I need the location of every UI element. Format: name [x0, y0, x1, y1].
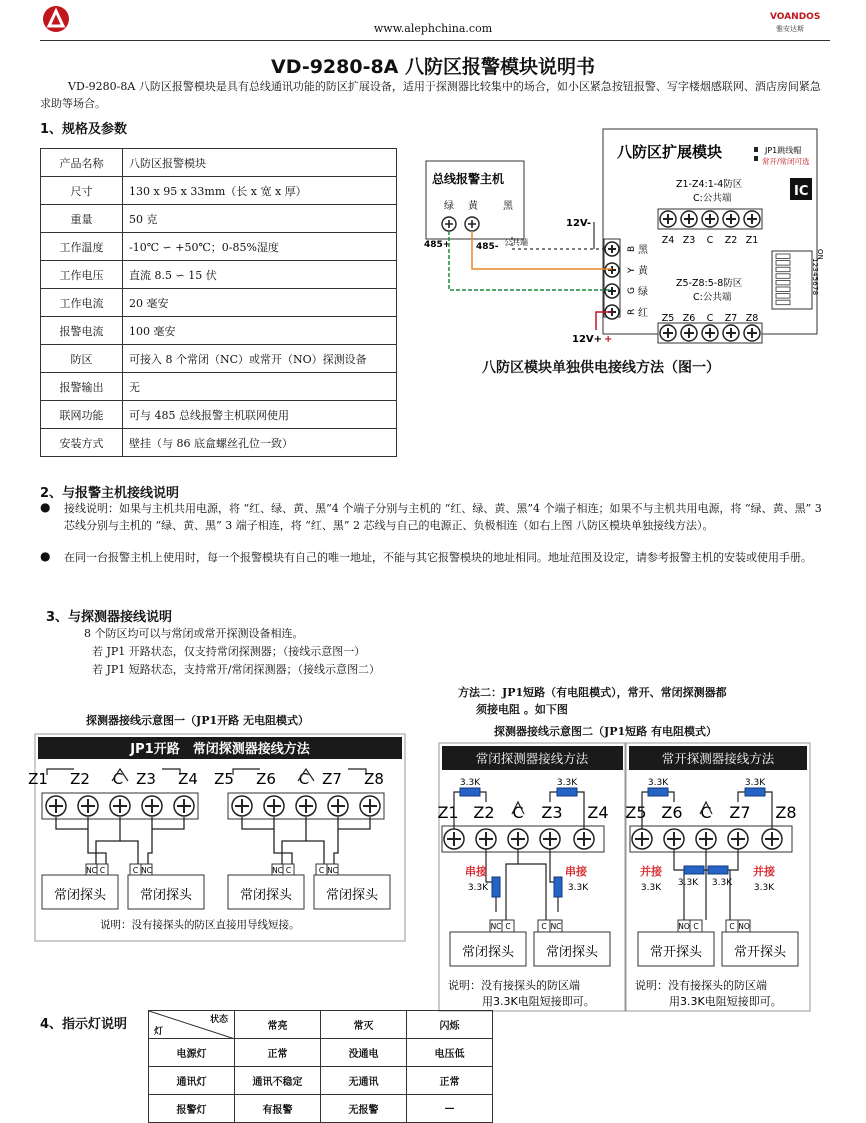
table-row: [41, 205, 397, 233]
diagram-1-banner-text: JP1开路 常闭探测器接线方法: [130, 742, 310, 757]
host-label-black: 黑: [503, 201, 513, 212]
resistor: [684, 866, 704, 874]
spec-value: 壁挂（与 86 底盒螺丝孔位一致）: [123, 429, 397, 457]
table-corner: [149, 1011, 235, 1039]
figure-1-caption: 八防区模块单独供电接线方法（图一）: [482, 360, 720, 376]
rs485-minus: 485-: [476, 242, 499, 252]
diagram-1-caption: 探测器接线示意图一（JP1开路 无电阻模式）: [86, 714, 309, 727]
zone-label: Z7: [322, 770, 342, 788]
resistor-value: 3.3K: [677, 878, 699, 888]
table-row: [41, 429, 397, 457]
jp1-pin-icon: [754, 147, 758, 152]
corner-status-label: 状态: [209, 1015, 228, 1025]
spec-value: 无: [123, 373, 397, 401]
bullet-2-text: 在同一台报警主机上使用时，每一个报警模块有自己的唯一地址，不能与其它报警模块的地址相同。地址范围及设定，请参考报警主机的安装或使用手册。: [64, 551, 812, 564]
header-divider: [40, 40, 830, 41]
detector-terminal-label: NC: [141, 866, 152, 875]
detector-terminal-label: NC: [490, 922, 502, 931]
detector-label: 常闭探头: [53, 888, 107, 903]
resistor-value: 3.3K: [567, 883, 589, 893]
spec-key: 防区: [41, 345, 123, 373]
svg-text:+: +: [604, 334, 613, 345]
detector-label: 常开探头: [733, 945, 787, 960]
detector-diagram-1: [28, 733, 406, 943]
spec-value: -10℃ ∽ +50℃；0-85%湿度: [123, 233, 397, 261]
pin-color-label: 红: [638, 308, 648, 319]
resistor: [460, 788, 480, 796]
parallel-label: 并接: [753, 865, 775, 878]
spec-key: 联网功能: [41, 401, 123, 429]
common-label: C:公共端: [693, 193, 732, 204]
corner-light-label: 灯: [154, 1027, 164, 1037]
detector-terminal-label: C: [318, 866, 325, 875]
zone-label: Z3: [541, 803, 563, 822]
pin-label: G: [627, 287, 637, 294]
section-3-heading: 3、与探测器接线说明: [46, 610, 173, 625]
zone-label: Z8: [775, 803, 797, 822]
section-2-heading: 2、与报警主机接线说明: [40, 486, 180, 501]
led-state: 电压低: [407, 1039, 493, 1067]
zone-label: C: [700, 803, 712, 822]
led-state: 无报警: [321, 1095, 407, 1123]
dip-key: [776, 287, 790, 292]
detector-terminal-label: C: [132, 866, 139, 875]
table-row: [41, 149, 397, 177]
table-row: [41, 345, 397, 373]
nc-banner-text: 常闭探测器接线方法: [475, 751, 589, 766]
no-banner-text: 常开探测器接线方法: [661, 751, 775, 766]
spec-value: 直流 8.5 ∽ 15 伏: [123, 261, 397, 289]
spec-key: 工作电流: [41, 289, 123, 317]
table-row: [149, 1039, 493, 1067]
detector-terminal-label: C: [285, 866, 292, 875]
led-state: 没通电: [321, 1039, 407, 1067]
spec-key: 工作电压: [41, 261, 123, 289]
spec-value: 八防区报警模块: [123, 149, 397, 177]
detector-label: 常闭探头: [239, 888, 293, 903]
dip-key: [776, 274, 790, 279]
detector-label: 常闭探头: [139, 888, 193, 903]
spec-value: 20 毫安: [123, 289, 397, 317]
detector-terminal-label: C: [505, 922, 511, 931]
terminal-label: Z2: [724, 235, 738, 246]
nc-note-2: 用3.3K电阻短接即可。: [482, 995, 595, 1008]
detector-diagram-2: [438, 742, 812, 1012]
terminal-label: Z1: [745, 235, 759, 246]
terminal-label: Z5: [661, 313, 675, 324]
section-4-heading: 4、指示灯说明: [40, 1017, 128, 1032]
dip-key: [776, 267, 790, 272]
led-state: 有报警: [235, 1095, 321, 1123]
brand-sub: 雅安达斯: [776, 25, 804, 33]
pin-label: B: [627, 245, 637, 252]
page-title: VD-9280-8A 八防区报警模块说明书: [270, 56, 596, 78]
table-row: [41, 177, 397, 205]
dip-key: [776, 261, 790, 266]
common-end-label: 公共端: [504, 238, 528, 247]
detector-terminal-label: C: [729, 922, 735, 931]
jp1-note: 常开/常闭可选: [762, 157, 810, 166]
pin-color-label: 黄: [638, 266, 648, 277]
zone-label: Z4: [178, 770, 198, 788]
pin-label: R: [627, 308, 637, 315]
detector-terminal-label: C: [99, 866, 106, 875]
nc-note-1: 说明：没有接探头的防区端: [448, 979, 580, 992]
diagram-2-caption: 探测器接线示意图二（JP1短路 有电阻模式）: [494, 725, 717, 738]
diagram-1-note: 说明：没有接探头的防区直接用导线短接。: [100, 919, 300, 931]
led-state: —: [407, 1095, 493, 1123]
table-row: [41, 317, 397, 345]
ic-label: IC: [794, 184, 809, 199]
zone-label: Z8: [364, 770, 384, 788]
zone-label: Z6: [661, 803, 683, 822]
zone-label: C: [112, 770, 124, 788]
spec-value: 50 克: [123, 205, 397, 233]
pin-color-label: 绿: [638, 287, 648, 298]
resistor: [648, 788, 668, 796]
table-row: [41, 373, 397, 401]
zone-5-8-label: Z5-Z8:5-8防区: [676, 278, 743, 289]
wire-green: [449, 231, 612, 290]
spec-key: 重量: [41, 205, 123, 233]
resistor-value: 3.3K: [753, 883, 775, 893]
dip-key: [776, 280, 790, 285]
spec-key: 工作温度: [41, 233, 123, 261]
brand-name: VOANDOS: [770, 12, 821, 22]
jp1-pin-icon: [754, 156, 758, 161]
zone-label: Z5: [214, 770, 234, 788]
led-state: 通讯不稳定: [235, 1067, 321, 1095]
resistor: [492, 877, 500, 897]
dip-key: [776, 254, 790, 259]
zone-label: Z2: [70, 770, 90, 788]
led-name: 电源灯: [149, 1039, 235, 1067]
detector-terminal-label: NC: [272, 866, 283, 875]
rs485-plus: 485+: [424, 240, 451, 250]
led-name: 报警灯: [149, 1095, 235, 1123]
spec-key: 报警输出: [41, 373, 123, 401]
method-2-line-2: 须接电阻 。如下图: [476, 703, 568, 716]
zone-label: C: [298, 770, 310, 788]
resistor: [708, 866, 728, 874]
zone-label: Z4: [587, 803, 609, 822]
bullet-2: ● 在同一台报警主机上使用时，每一个报警模块有自己的唯一地址，不能与其它报警模块的地址相同。地址范围及设定，请参考报警主机的安装或使用手册。: [40, 549, 812, 564]
section-1-heading: 1、规格及参数: [40, 122, 128, 137]
spec-key: 尺寸: [41, 177, 123, 205]
zone-label: Z1: [28, 770, 48, 788]
zone-label: Z2: [473, 803, 495, 822]
no-note-2: 用3.3K电阻短接即可。: [669, 995, 782, 1008]
spec-key: 产品名称: [41, 149, 123, 177]
parallel-label: 并接: [640, 865, 662, 878]
zone-label: Z6: [256, 770, 276, 788]
series-label: 串接: [565, 865, 587, 878]
detector-label: 常闭探头: [325, 888, 379, 903]
table-row: [41, 233, 397, 261]
zone-label: Z7: [729, 803, 751, 822]
detector-terminal-label: NO: [678, 922, 690, 931]
resistor-value: 3.3K: [459, 778, 481, 788]
column-header: 闪烁: [407, 1011, 493, 1039]
spec-key: 报警电流: [41, 317, 123, 345]
terminal-label: C: [706, 313, 714, 324]
bullet-1: ● 接线说明：如果与主机共用电源，将 “红、绿、黄、黑”4 个端子分别与主机的 “红、绿、黄、黑”4 个端子相连；如果不与主机共用电源，将 “绿、黄、黑” 3 芯线分别与主机的 “绿、黄、黑” 3 端子相连，将 “红、黑” 2 芯线与自己的电源正、负极相连（如右上图 八防区模块单独接线方法）。: [40, 500, 822, 532]
host-label-green: 绿: [444, 201, 454, 212]
terminal-label: C: [706, 235, 714, 246]
terminal-label: Z3: [682, 235, 696, 246]
led-name: 通讯灯: [149, 1067, 235, 1095]
sec3-line-2: 若 JP1 开路状态，仅支持常闭探测器；（接线示意图一）: [92, 645, 366, 658]
detector-terminal-label: NO: [738, 922, 750, 931]
dip-numbers: 12345678: [811, 258, 819, 296]
common-label-2: C:公共端: [693, 292, 732, 303]
host-label-yellow: 黄: [468, 201, 478, 212]
table-row: [149, 1095, 493, 1123]
detector-terminal-label: C: [541, 922, 547, 931]
detector-terminal-label: NC: [550, 922, 562, 931]
dip-key: [776, 294, 790, 299]
pin-label: Y: [627, 267, 637, 273]
series-label: 串接: [465, 865, 487, 878]
resistor-value: 3.3K: [711, 878, 733, 888]
zone-label: Z3: [136, 770, 156, 788]
wiring-figure-1: [420, 125, 830, 345]
terminal-label: Z7: [724, 313, 738, 324]
jp1-label: JP1跳线帽: [765, 146, 802, 155]
sec3-line-3: 若 JP1 短路状态，支持常开/常闭探测器；（接线示意图二）: [92, 663, 381, 676]
terminal-label: Z4: [661, 235, 675, 246]
dip-key: [776, 300, 790, 305]
table-row: [149, 1067, 493, 1095]
column-header: 常灭: [321, 1011, 407, 1039]
table-row: [41, 289, 397, 317]
dip-on-label: ON: [816, 249, 824, 260]
host-title: 总线报警主机: [432, 172, 505, 186]
v12-plus: 12V+: [572, 334, 603, 345]
resistor-value: 3.3K: [744, 778, 766, 788]
bullet-1-text: 接线说明：如果与主机共用电源，将 “红、绿、黄、黑”4 个端子分别与主机的 “红、绿、黄、黑”4 个端子相连；如果不与主机共用电源，将 “绿、黄、黑” 3 芯线分别与主机的 “绿、黄、黑” 3 端子相连，将 “红、黑” 2 芯线与自己的电源正、负极相连（如右上图 八防区模块单独接线方法）。: [64, 502, 822, 532]
pin-color-label: 黑: [638, 245, 648, 256]
column-header: 常亮: [235, 1011, 321, 1039]
led-state: 无通讯: [321, 1067, 407, 1095]
intro-paragraph: VD-9280-8A 八防区报警模块是具有总线通讯功能的防区扩展设备，适用于探测器比较集中的场合，如小区紧急按钮报警、写字楼烟感联网、酒店房间紧急求助等场合。: [40, 80, 821, 110]
sec3-line-1: 8 个防区均可以与常闭或常开探测设备相连。: [84, 627, 304, 640]
led-table: [148, 1010, 493, 1123]
terminal-label: Z8: [745, 313, 759, 324]
zone-label: C: [512, 803, 524, 822]
zone-label: Z1: [437, 803, 459, 822]
detector-label: 常闭探头: [461, 945, 515, 960]
resistor: [554, 877, 562, 897]
spec-value: 130 x 95 x 33mm（长 x 宽 x 厚）: [123, 177, 397, 205]
resistor-value: 3.3K: [556, 778, 578, 788]
resistor-value: 3.3K: [647, 778, 669, 788]
detector-terminal-label: C: [693, 922, 699, 931]
detector-label: 常闭探头: [545, 945, 599, 960]
spec-value: 可接入 8 个常闭（NC）或常开（NO）探测设备: [123, 345, 397, 373]
resistor-value: 3.3K: [640, 883, 662, 893]
resistor: [745, 788, 765, 796]
spec-table: [40, 148, 397, 457]
module-title: 八防区扩展模块: [617, 143, 723, 161]
detector-label: 常开探头: [649, 945, 703, 960]
led-state: 正常: [235, 1039, 321, 1067]
table-header-row: [149, 1011, 493, 1039]
resistor-value: 3.3K: [467, 883, 489, 893]
v12-minus: 12V-: [566, 218, 592, 229]
table-row: [41, 401, 397, 429]
table-row: [41, 261, 397, 289]
detector-terminal-label: NC: [86, 866, 97, 875]
terminal-label: Z6: [682, 313, 696, 324]
spec-value: 可与 485 总线报警主机联网使用: [123, 401, 397, 429]
zone-label: Z5: [625, 803, 647, 822]
spec-key: 安装方式: [41, 429, 123, 457]
detector-terminal-label: NC: [327, 866, 338, 875]
header-url: www.alephchina.com: [373, 22, 493, 35]
method-2-line-1: 方法二：JP1短路（有电阻模式），常开、常闭探测器都: [458, 686, 727, 699]
no-note-1: 说明：没有接探头的防区端: [635, 979, 767, 992]
zone-1-4-label: Z1-Z4:1-4防区: [676, 179, 743, 190]
led-state: 正常: [407, 1067, 493, 1095]
resistor: [557, 788, 577, 796]
spec-value: 100 毫安: [123, 317, 397, 345]
